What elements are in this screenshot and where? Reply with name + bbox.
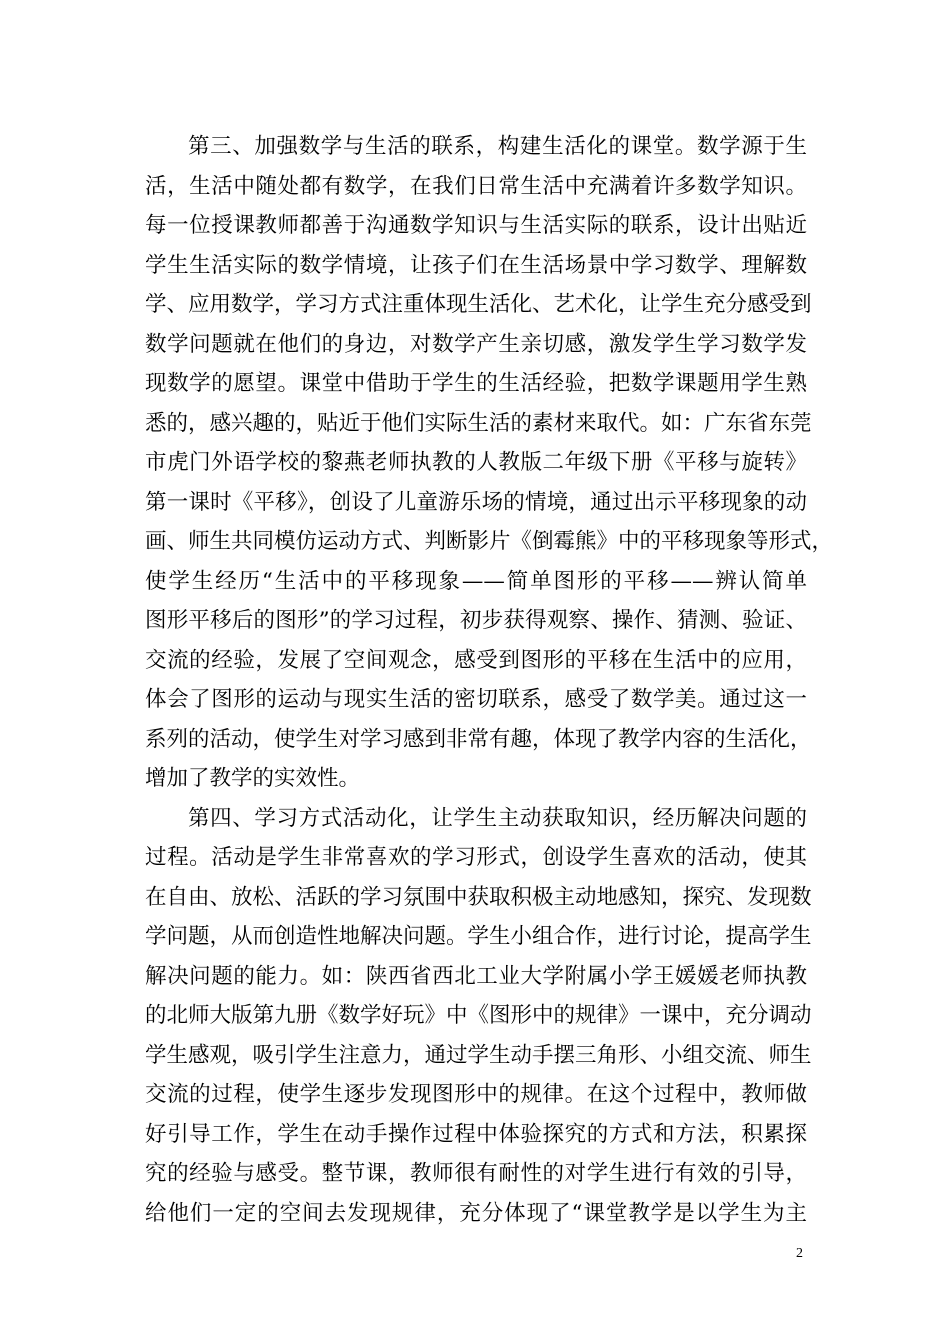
text-line: 学生感观，吸引学生注意力，通过学生动手摆三角形、小组交流、师生 <box>145 1042 812 1068</box>
text-line: 市虎门外语学校的黎燕老师执教的人教版二年级下册《平移与旋转》 <box>145 450 807 475</box>
text-line: 究的经验与感受。整节课，教师很有耐性的对学生进行有效的引导， <box>145 1161 807 1186</box>
text-line: 现数学的愿望。课堂中借助于学生的生活经验，把数学课题用学生熟 <box>145 371 807 396</box>
text-line: 给他们一定的空间去发现规律，充分体现了“课堂教学是以学生为主 <box>145 1200 807 1226</box>
body-text <box>145 127 834 1233</box>
text-line: 好引导工作，学生在动手操作过程中体验探究的方式和方法，积累探 <box>145 1121 807 1147</box>
paragraph-4 <box>145 799 812 1234</box>
text-line: 过程。活动是学生非常喜欢的学习形式，创设学生喜欢的活动，使其 <box>145 845 807 870</box>
text-line: 交流的过程，使学生逐步发现图形中的规律。在这个过程中，教师做 <box>145 1082 807 1107</box>
text-line: 画、师生共同模仿运动方式、判断影片《倒霉熊》中的平移现象等形式， <box>145 529 834 554</box>
text-line: 图形平移后的图形”的学习过程，初步获得观察、操作、猜测、验证、 <box>145 608 807 633</box>
page-number: 2 <box>796 1246 803 1261</box>
text-line: 悉的，感兴趣的，贴近于他们实际生活的素材来取代。如：广东省东莞 <box>145 410 812 436</box>
text-line: 数学问题就在他们的身边，对数学产生亲切感，激发学生学习数学发 <box>145 331 807 357</box>
text-line: 增加了教学的实效性。 <box>145 766 361 791</box>
paragraph-3 <box>145 127 834 799</box>
text-line: 系列的活动，使学生对学习感到非常有趣，体现了教学内容的生活化， <box>145 726 812 752</box>
text-line: 活，生活中随处都有数学，在我们日常生活中充满着许多数学知识。 <box>145 173 807 199</box>
text-line: 每一位授课教师都善于沟通数学知识与生活实际的联系，设计出贴近 <box>145 213 807 238</box>
text-line: 第四、学习方式活动化，让学生主动获取知识，经历解决问题的 <box>188 805 807 831</box>
text-line: 在自由、放松、活跃的学习氛围中获取积极主动地感知，探究、发现数 <box>145 884 812 910</box>
text-line: 第三、加强数学与生活的联系，构建生活化的课堂。数学源于生 <box>188 134 807 159</box>
text-line: 学、应用数学，学习方式注重体现生活化、艺术化，让学生充分感受到 <box>145 292 812 317</box>
text-line: 的北师大版第九册《数学好玩》中《图形中的规律》一课中，充分调动 <box>145 1003 812 1028</box>
text-line: 学生生活实际的数学情境，让孩子们在生活场景中学习数学、理解数 <box>145 252 807 278</box>
text-line: 体会了图形的运动与现实生活的密切联系，感受了数学美。通过这一 <box>145 687 807 712</box>
text-line: 使学生经历“生活中的平移现象——简单图形的平移——辨认简单 <box>145 568 807 594</box>
text-line: 学问题，从而创造性地解决问题。学生小组合作，进行讨论，提高学生 <box>145 924 812 949</box>
text-line: 交流的经验，发展了空间观念，感受到图形的平移在生活中的应用， <box>145 647 807 673</box>
text-line: 第一课时《平移》，创设了儿童游乐场的情境，通过出示平移现象的动 <box>145 489 807 515</box>
text-line: 解决问题的能力。如：陕西省西北工业大学附属小学王媛媛老师执教 <box>145 963 807 989</box>
